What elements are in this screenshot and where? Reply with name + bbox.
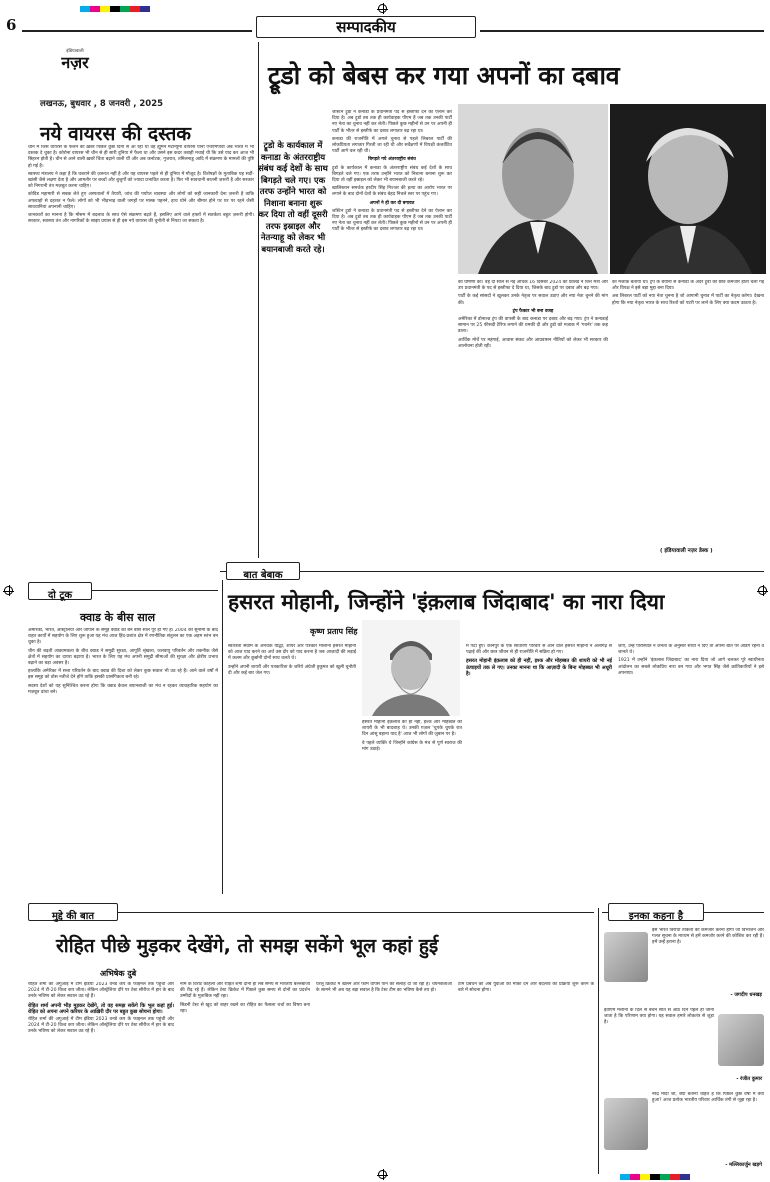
lead-paragraph: खालिस्तान समर्थक हरदीप सिंह निज्जर की हत्या का आरोप भारत पर लगाने के बाद दोनों देशों के संबंध बेहद निचले स्तर पर पहुंच गए। (332, 186, 452, 198)
lead-subhead: अपनों ने ही कर दी बगावत (369, 200, 415, 206)
top-rule-right (480, 30, 764, 32)
baat-label: बात बेबाक (243, 570, 283, 581)
editorial-body (28, 145, 254, 557)
color-swatch (130, 6, 140, 12)
section-title-box (256, 16, 476, 38)
color-swatch (100, 6, 110, 12)
dotook-paragraph: हालांकि अमेरिका में सत्ता परिवर्तन के बाद क्वाड की दिशा को लेकर कुछ सवाल भी उठ रहे हैं। आने वाले वर्षों में इस समूह को ठोस नतीजे देने होंगे ताकि इसकी प्रासंगिकता बनी रहे। (28, 669, 218, 681)
baat-col2 (362, 720, 462, 894)
kharge-photo (604, 1098, 648, 1150)
lead-col2 (458, 280, 608, 550)
mudde-paragraph: टीम प्रबंधन को अब युवाओं को मौका देने और बदलाव की प्रक्रिया शुरू करने के बारे में सोचना होगा। (458, 982, 594, 994)
inka-quote-text: ईवीएम मशीनों के दिल से बेचैन सात से आठ दिन पहले ही जाना जाता है कि परिणाम क्या होगा। यह सवाल हमारे लोकतंत्र से जुड़ा है। (604, 1008, 714, 1026)
inka-label: इनका कहना है (628, 911, 684, 922)
color-swatch (120, 6, 130, 12)
dotook-label-box (28, 582, 92, 600)
dotook-label: दो टूक (47, 590, 73, 601)
dateline: लखनऊ, बुधवार , 8 जनवरी , 2025 (40, 99, 164, 109)
baat-paragraph: वे पहले व्यक्ति थे जिन्होंने कांग्रेस के मंच से पूर्ण स्वराज की मांग उठाई। (362, 740, 462, 752)
baat-headline: हसरत मोहानी, जिन्होंने 'इंक़लाब जिंदाबाद' का नारा दिया (228, 590, 665, 614)
mudde-paragraph: रोहित शर्मा की अगुआई में टीम इंडिया 2023 वनडे कप के फाइनल तक पहुंची और 2024 में टी-20 विश्व कप जीता। लेकिन ऑस्ट्रेलिया दौरे पर टेस्ट सीरीज में हार के बाद उनके भविष्य को लेकर सवाल उठ रहे हैं। (28, 1017, 174, 1035)
baat-col4 (618, 644, 764, 894)
page-number: 6 (6, 16, 17, 34)
mudde-paragraph: नाम के विराट कोहली और रोहित शर्मा दोनों ही लंबे समय से भारतीय बल्लेबाजी की रीढ़ रहे हैं। लेकिन टेस्ट क्रिकेट में पिछले कुछ समय से दोनों का प्रदर्शन उम्मीदों के मुताबिक नहीं रहा। (180, 982, 310, 1000)
top-rule-left (22, 30, 252, 32)
color-swatch (140, 6, 150, 12)
dotook-paragraph: चीन की बढ़ती आक्रामकता के बीच क्वाड ने समुद्री सुरक्षा, आपूर्ति श्रृंखला, जलवायु परिवर्तन और तकनीक जैसे क्षेत्रों में सहयोग का दायरा बढ़ाया है। भारत के लिए यह मंच अपनी समुद्री सीमाओं की सुरक्षा और क्षेत्रीय प्रभाव बढ़ाने का बड़ा अवसर है। (28, 648, 218, 667)
editorial-divider (258, 42, 259, 558)
dotook-paragraph: सदस्य देशों को यह सुनिश्चित करना होगा कि क्वाड केवल बयानबाजी का मंच न रहकर व्यावहारिक सहयोग का मज़बूत ढांचा बने। (28, 683, 218, 695)
mudde-paragraph: घरेलू क्रिकेट में खेलने और फॉर्म वापस पाने की सलाह दी जा रही है। चयनकर्ताओं के सामने भी अब यह बड़ा सवाल है कि टेस्ट टीम का भविष्य कैसे तय हो। (316, 982, 452, 994)
baat-author: कृष्ण प्रताप सिंह (310, 627, 358, 636)
lead-pull-quote: ट्रूडो के कार्यकाल में कनाडा के अंतरराष्ट्रीय संबंध कई देशों के साथ बिगड़ते चले गए। एक तरफ उन्होंने भारत को निशाना बनाना शुरू कर दिया तो वहीं दूसरी तरफ इस्राइल और नेतन्याहू को लेकर भी बयानबाजी करते रहे। (258, 140, 328, 254)
inka-quote-text: इसे भारत विरोधी ताकतों को कमजोर करना होगा जो विभाजन और गलत सूचना के माध्यम से हमें कमजोर करने की कोशिश कर रही हैं। हमें उन्हें हराना है। (652, 928, 764, 946)
mudde-col4 (458, 982, 594, 1172)
baat-paragraph: जाएं, उन्हें परिस्थिति ने जनता के अनुसार साथी न दिए तो अपनी बात पर अडिग रहना वे जानते थे। (618, 644, 764, 656)
trump-photo-art (610, 104, 766, 274)
lead-col3 (612, 280, 764, 542)
mudde-paragraph: सिडनी टेस्ट से खुद को बाहर रखने का रोहित का फैसला चर्चा का विषय बना रहा। (180, 1002, 310, 1014)
baat-rule (220, 571, 764, 572)
mudde-divider (598, 908, 599, 1174)
trudeau-photo (458, 104, 608, 274)
color-swatch (640, 1174, 650, 1180)
baat-col3 (466, 644, 612, 894)
lead-paragraph: जस्टिन ट्रूडो ने कनाडा के प्रधानमंत्री पद से इस्तीफा देने का ऐलान कर दिया है। अब ट्रूडो तब तक ही कार्यवाहक पीएम हैं जब तक उनकी पार्टी नए नेता का चुनाव नहीं कर लेती। पिछले कुछ महीनों से उन पर अपनी ही पार्टी के भीतर से इस्तीफे का दबाव लगातार बढ़ रहा था। (332, 208, 452, 233)
color-swatch (660, 1174, 670, 1180)
cmyk-strip-bottom (620, 1174, 690, 1180)
mudde-paragraph-bold: रोहित शर्मा अपनी भीड़ मुड़कर देखेंगे, तो वह समझ सकेंगे कि भूल कहां हुई। रोहित को अपना अपने करियर के आख़िरी दौर पर बहुत कुछ सोचना होगा। (28, 1002, 174, 1015)
color-swatch (630, 1174, 640, 1180)
editorial-paragraph: स्वास्थ्य मंत्रालय ने कहा है कि घबराने की ज़रूरत नहीं है और यह वायरस पहले से ही दुनिया में मौजूद है। विशेषज्ञों के मुताबिक यह सर्दी-खांसी जैसे लक्षण देता है और आमतौर पर बच्चों और बुजुर्गों को ज्यादा प्रभावित करता है। फिर भी सावधानी बरतनी ज़रूरी है और सरकार को निगरानी तंत्र मज़बूत करना चाहिए। (28, 171, 254, 190)
trump-photo (610, 104, 766, 274)
color-swatch (80, 6, 90, 12)
trudeau-photo-art (458, 104, 608, 274)
editorial-title: नये वायरस की दस्तक (40, 123, 191, 145)
lead-paragraph: जस्टिन ट्रूडो ने कनाडा के प्रधानमंत्री पद से इस्तीफा देने का ऐलान कर दिया है। अब ट्रूडो तब तक ही कार्यवाहक पीएम हैं जब तक उनकी पार्टी नए नेता का चुनाव नहीं कर लेती। पिछले कुछ महीनों से उन पर अपनी ही पार्टी के भीतर से इस्तीफे का दबाव लगातार बढ़ रहा था। (332, 110, 452, 134)
baat-paragraph: स्वतंत्रता संग्राम के अनथके योद्धा, शायर और पत्रकार मौलाना हसरत मोहानी को आज याद करने का अर्थ उस दौर को याद करना है जब आज़ादी की लड़ाई में कलम और कुर्बानी दोनों साथ चलते थे। (228, 644, 356, 662)
cmyk-strip-top (80, 6, 150, 12)
inka-quote-1 (604, 928, 764, 1004)
baat-paragraph: 1921 में उन्होंने 'इंक़लाब जिंदाबाद' का नारा दिया जो आगे चलकर पूरे स्वाधीनता आंदोलन का सबसे लोकप्रिय नारा बन गया और भगत सिंह जैसे क्रांतिकारियों ने इसे अपनाया। (618, 658, 764, 676)
lead-subhead: ट्रंप फैक्टर भी बना वजह (512, 308, 554, 314)
hasrat-portrait (362, 620, 460, 716)
mudde-author: अभिषेक दुबे (100, 969, 137, 978)
masthead-brand-small: इंडियावाली (66, 49, 84, 54)
inka-quote-3 (604, 1092, 764, 1174)
baat-label-box (226, 562, 300, 580)
mudde-col1 (28, 982, 174, 1172)
lead-headline: ट्रूडो को बेबस कर गया अपनों का दबाव (268, 61, 620, 90)
hasrat-portrait-art (362, 620, 460, 716)
lead-paragraph: पार्टी के कई सांसदों ने खुलकर उनके नेतृत्व पर सवाल उठाए और नया नेता चुनने की मांग की। (458, 294, 608, 306)
editorial-paragraph: चीन में जिस वायरस के फैलने की ख़बरें पिछले कुछ दिनों से आ रही थीं वह ह्यूमन मेटान्यूमो वायरस यानी एचएमपीवी अब भारत में भी दस्तक दे चुका है। कोरोना वायरस भी चीन से ही सारी दुनिया में फैला था और उसने इस कदर तबाही मचाई थी कि उसे याद कर आज भी सिहरन होती है। चीन से आने वाली ख़बरें चिंता बढ़ाने वाली थीं और अब कर्नाटक, गुजरात, तमिलनाडु आदि में संक्रमण के मामलों की पुष्टि हो गई है। (28, 145, 254, 169)
masthead-brand-big: नज़र (61, 53, 89, 72)
inka-quote-by: - जगदीप धनखड़ (730, 992, 762, 998)
dotook-title: क्वाड के बीस साल (80, 611, 156, 624)
ranjeet-photo (718, 1014, 764, 1066)
color-swatch (670, 1174, 680, 1180)
registration-mark-icon (378, 4, 387, 13)
inka-label-box (608, 903, 704, 921)
lead-paragraph: की घोषणा की। वह दो साल से नई अधिक 16 दिसंबर 2024 को फ्रीलैंड ने वित्त मंत्री और उप प्रधानमंत्री के पद से इस्तीफा दे दिया था, जिसके बाद ट्रूडो पर दबाव और बढ़ गया। (458, 280, 608, 292)
section-title: सम्पादकीय (336, 18, 396, 36)
masthead-logo (40, 48, 110, 74)
mudde-col3 (316, 982, 452, 1172)
inka-quote-by: - मल्लिकार्जुन खड़गे (725, 1162, 762, 1168)
lead-paragraph: आर्थिक मोर्चे पर महंगाई, आवास संकट और आप्रवासन नीतियों को लेकर भी सरकार की आलोचना होती रही। (458, 337, 608, 349)
lead-subhead: बिगड़ते गये अंतरराष्ट्रीय संबंध (368, 157, 416, 163)
editorial-paragraph: जानकारों का मानना है कि मौसम में बदलाव के साथ ऐसे संक्रमण बढ़ते हैं, इसलिए आने वाले हफ्तों में सतर्कता बहुत ज़रूरी होगी। सरकार, स्वास्थ्य तंत्र और नागरिकों के साझा प्रयास से ही इस नये वायरस की चुनौती से निपटा जा सकता है। (28, 213, 254, 225)
lead-credit: ( इंडियावाली नज़र डेस्क ) (660, 548, 713, 554)
lead-paragraph: कनाडा की राजनीति में अगले चुनाव से पहले लिबरल पार्टी की लोकप्रियता लगातार गिरती जा रही थी और सर्वेक्षणों में विपक्षी कंजर्वेटिव पार्टी आगे चल रही थी। (332, 136, 452, 155)
lead-paragraph: ट्रूडो के कार्यकाल में कनाडा के अंतरराष्ट्रीय संबंध कई देशों के साथ बिगड़ते चले गए। एक तरफ उन्होंने भारत को निशाना बनाना शुरू कर दिया तो वहीं इस्राइल को लेकर भी बयानबाजी करते रहे। (332, 165, 452, 184)
mudde-headline: रोहित पीछे मुड़कर देखेंगे, तो समझ सकेंगे भूल कहां हुई (56, 935, 439, 957)
inka-quote-text: नरेंद्र मोदी जी, क्या बताना चाहते हैं कि पिछले कुछ वर्षों में क्या हुआ? आज प्रत्येक भारतीय परिवार आर्थिक तंगी से जूझ रहा है। (652, 1092, 764, 1104)
dotook-divider (222, 580, 223, 894)
lead-col1 (332, 110, 452, 558)
baat-paragraph: उन्होंने अपनी शायरी और पत्रकारिता के जरिये अंग्रेजी हुकूमत को खुली चुनौती दी और कई बार जेल गए। (228, 664, 356, 676)
inka-quote-2 (604, 1008, 764, 1088)
baat-paragraph-bold: हसरत मोहानी इंक़लाब को ही नहीं, इश्क और मोहब्बत की शायरी को भी नई ऊंचाइयों तक ले गए। उनका मानना था कि आज़ादी के बिना मोहब्बत भी अधूरी है। (466, 658, 612, 677)
mudde-label-box (28, 903, 118, 921)
inka-quote-by: - रंजीत कुमार (736, 1076, 762, 1082)
color-swatch (650, 1174, 660, 1180)
dhankhar-photo (604, 932, 648, 982)
color-swatch (110, 6, 120, 12)
mudde-col2 (180, 982, 310, 1172)
editorial-paragraph: कोविड महामारी से सबक लेते हुए अस्पतालों में तैयारी, जांच की पर्याप्त व्यवस्था और लोगों को सही जानकारी देना ज़रूरी है ताकि अफवाहों से दहशत न फैले। लोगों को भी भीड़भाड़ वाली जगहों पर मास्क पहनने, हाथ धोने और बीमार होने पर घर पर रहने जैसी सावधानियां अपनानी चाहिए। (28, 192, 254, 210)
mudde-label: मुद्दे की बात (51, 911, 95, 922)
baat-paragraph: में पैदा हुए। कानपुर के एक साधारण परिवार से आने वाले हसरत मोहानी ने अलीगढ़ से पढ़ाई की और छात्र जीवन से ही राजनीति में सक्रिय हो गए। (466, 644, 612, 656)
dotook-paragraph: अमेरिका, भारत, ऑस्ट्रेलिया और जापान के समूह क्वाड को बने बीस साल पूरे हो गए हैं। 2004 की सुनामी के बाद राहत कार्यों में सहयोग के लिए शुरू हुआ यह मंच आज हिंद-प्रशांत क्षेत्र में रणनीतिक संतुलन का एक अहम स्तंभ बन चुका है। (28, 628, 218, 646)
registration-mark-icon (378, 1170, 387, 1179)
dotook-body (28, 628, 218, 894)
baat-col1 (228, 644, 356, 894)
registration-mark-icon (758, 586, 767, 595)
mudde-paragraph: रोहित शर्मा की अगुआई में टीम इंडिया 2023 वनडे कप के फाइनल तक पहुंची और 2024 में टी-20 विश्व कप जीता। लेकिन ऑस्ट्रेलिया दौरे पर टेस्ट सीरीज में हार के बाद उनके भविष्य को लेकर सवाल उठ रहे हैं। (28, 982, 174, 1000)
lead-paragraph: अब लिबरल पार्टी को नया नेता चुनना है जो आगामी चुनाव में पार्टी का नेतृत्व करेगा। देखना होगा कि नया नेतृत्व भारत के साथ रिश्तों को पटरी पर लाने के लिए क्या कदम उठाता है। (612, 294, 764, 306)
lead-paragraph: का मजाक बताया था। ट्रंप के बयानों से कनाडा के अंदर ट्रूडो की छवि कमजोर होती चली गई और विपक्ष ने इसे बड़ा मुद्दा बना दिया। (612, 280, 764, 292)
color-swatch (90, 6, 100, 12)
lead-paragraph: अमेरिका में डोनाल्ड ट्रंप की वापसी के बाद कनाडा पर दबाव और बढ़ गया। ट्रंप ने कनाडाई सामान पर 25 फीसदी टैरिफ लगाने की धमकी दी और ट्रूडो को मज़ाक में 'गवर्नर' तक कह डाला। (458, 317, 608, 335)
color-swatch (620, 1174, 630, 1180)
registration-mark-icon (4, 586, 13, 595)
color-swatch (680, 1174, 690, 1180)
baat-paragraph: हसरत मोहानी इंक़लाब की ही नहीं, इश्क और मोहब्बत की शायरी के भी बादशाह थे। उनकी ग़ज़ल 'चुपके चुपके रात दिन आंसू बहाना याद है' आज भी लोगों की ज़ुबान पर है। (362, 720, 462, 738)
